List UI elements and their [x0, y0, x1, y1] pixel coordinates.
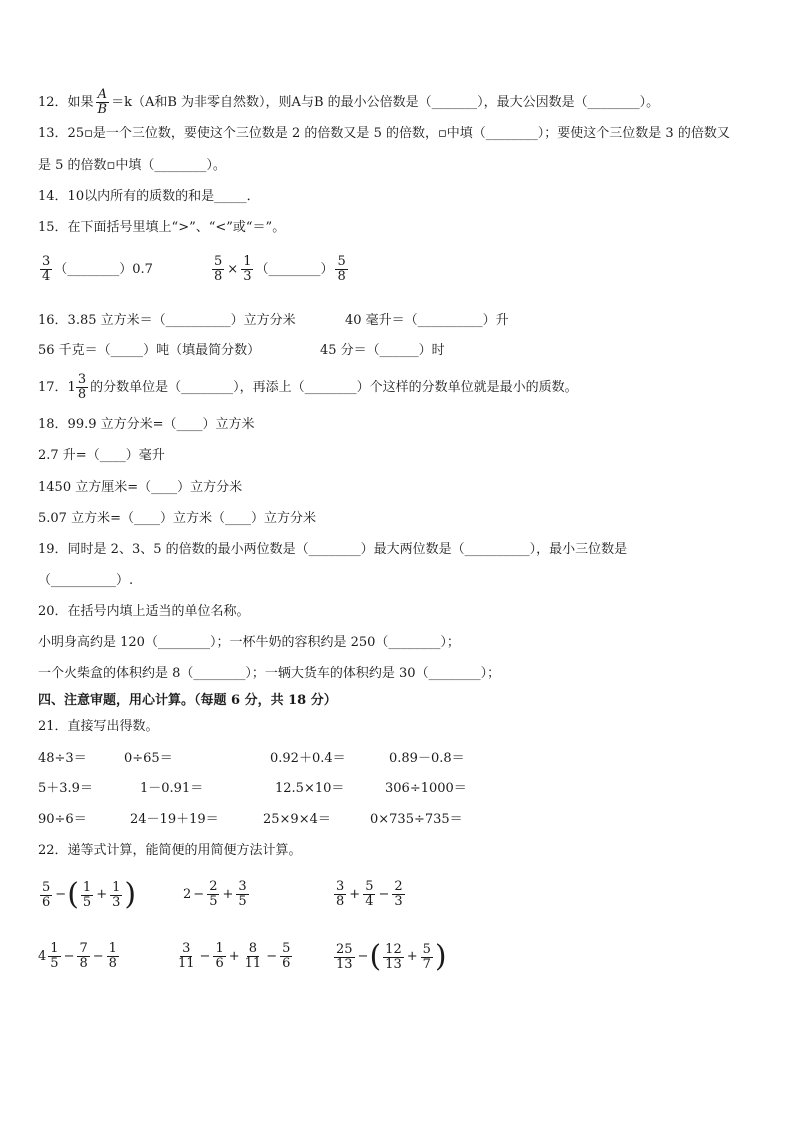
right-paren: ) [124, 877, 137, 912]
question-13-line2: 是 5 的倍数▫中填（________）。 [38, 158, 226, 173]
q18-line4: 5.07 立方米=（____）立方米（____）立方分米 [38, 511, 316, 526]
minus-sign: − [357, 949, 369, 964]
right-paren: ) [434, 939, 447, 974]
whole-number: 2 [183, 886, 192, 902]
q15-frac-b2 [241, 255, 253, 284]
q22-expr-3 [332, 880, 407, 909]
fraction: $\frac{12}{13}$ [385, 941, 402, 972]
q21-item: 0÷65＝ [124, 751, 173, 766]
question-17 [38, 373, 578, 402]
plus-sign: + [349, 886, 361, 902]
q22-expr-6 [332, 939, 447, 974]
q21-item: 48÷3＝ [38, 751, 87, 766]
q12-frac-num: A [97, 87, 108, 102]
q17-prefix: 17． [38, 380, 68, 395]
q15-a-den: 4 [42, 269, 51, 284]
fraction: $\frac{8}{11}$ [244, 941, 262, 971]
q22-expr-4 [38, 942, 121, 971]
fraction: $\frac{5}{6}$ [42, 879, 51, 910]
q15-compare-a [38, 255, 153, 284]
question-12 [38, 88, 659, 117]
q15-a-num: 3 [42, 254, 51, 269]
q16-line2-a: 56 千克＝（_____）吨（填最简分数） [38, 343, 261, 358]
question-14: 14．10以内所有的质数的和是_____． [38, 189, 260, 204]
minus-sign: − [266, 948, 278, 964]
q18-line1: 18．99.9 立方分米=（____）立方米 [38, 417, 255, 432]
q21-item: 12.5×10＝ [275, 781, 345, 796]
q21-item: 25×9×4＝ [263, 812, 331, 827]
fraction: $\frac{5}{7}$ [422, 941, 431, 972]
question-22-title: 22．递等式计算，能简便的用简便方法计算。 [38, 843, 302, 858]
q20-line2: 一个火柴盒的体积约是 8（________）；一辆大货车的体积约是 30（________）； [38, 666, 501, 681]
q15-b2-num: 1 [243, 254, 252, 269]
section-4-heading: 四、注意审题，用心计算。（每题 6 分，共 18 分） [38, 693, 337, 708]
q12-fraction [96, 88, 110, 117]
plus-sign: + [228, 948, 240, 964]
q17-frac [76, 373, 88, 402]
plus-sign: + [406, 949, 418, 964]
fraction: $\frac{2}{5}$ [209, 879, 218, 909]
fraction: $\frac{1}{8}$ [108, 941, 117, 971]
q16-line1-a: 16．3.85 立方米＝（__________）立方分米 [38, 313, 296, 328]
question-15-title: 15．在下面括号里填上“>”、“<”或“＝”。 [38, 220, 286, 235]
q20-line1: 小明身高约是 120（________）；一杯牛奶的容积约是 250（________）； [38, 635, 460, 650]
q15-frac-a [40, 255, 52, 284]
question-19-line2: （__________）. [38, 573, 134, 588]
fraction: $\frac{1}{3}$ [112, 879, 121, 910]
q12-suffix: ＝k（A和B 为非零自然数），则A与B 的最小公倍数是（_______），最大公因数是（________）。 [111, 95, 660, 110]
fraction: $\frac{5}{6}$ [282, 941, 291, 971]
q16-line1-b: 40 毫升＝（__________）升 [345, 313, 509, 328]
q22-expr-1 [38, 877, 137, 912]
minus-sign: − [193, 886, 205, 902]
question-20-title: 20．在括号内填上适当的单位名称。 [38, 604, 250, 619]
fraction: $\frac{25}{13}$ [336, 941, 353, 972]
q15-compare-b [210, 255, 350, 284]
q12-frac-den: B [97, 102, 108, 117]
question-21-title: 21．直接写出得数。 [38, 719, 159, 734]
q21-item: 0.92＋0.4＝ [270, 751, 346, 766]
fraction: $\frac{5}{4}$ [365, 879, 374, 909]
q22-expr-5 [174, 942, 294, 971]
q15-frac-b1 [212, 255, 224, 284]
q22-expr-2 [182, 880, 251, 909]
fraction: $\frac{3}{11}$ [178, 941, 195, 971]
q17-suffix: 的分数单位是（________），再添上（________）个这样的分数单位就是最小的质数。 [90, 380, 578, 395]
q21-item: 306÷1000＝ [385, 781, 467, 796]
q21-item: 0.89－0.8＝ [389, 751, 465, 766]
q17-mixed-number [68, 373, 91, 402]
q15-b1-den: 8 [214, 269, 223, 284]
q16-line2-b: 45 分＝（______）时 [320, 343, 445, 358]
plus-sign: + [96, 887, 108, 902]
minus-sign: − [92, 948, 104, 964]
q15-a-blank: （________）0.7 [54, 262, 153, 277]
question-19-line1: 19．同时是 2、3、5 的倍数的最小两位数是（________）最大两位数是（__________），最小三位数是 [38, 542, 628, 557]
fraction: $\frac{1}{6}$ [215, 941, 224, 971]
q21-item: 24－19＋19＝ [130, 812, 219, 827]
q15-times: × [227, 261, 239, 277]
minus-sign: − [199, 948, 211, 964]
q17-den: 8 [77, 387, 87, 402]
q21-item: 5＋3.9＝ [38, 781, 93, 796]
q15-b3-num: 5 [337, 254, 346, 269]
q15-frac-b3 [335, 255, 347, 284]
left-paren: ( [369, 939, 382, 974]
q18-line3: 1450 立方厘米=（____）立方分米 [38, 480, 243, 495]
fraction: $\frac{2}{3}$ [394, 879, 403, 909]
q15-b1-num: 5 [214, 254, 223, 269]
q15-b2-den: 3 [243, 269, 252, 284]
q17-whole: 1 [67, 379, 76, 395]
q21-item: 90÷6＝ [38, 812, 87, 827]
fraction: $\frac{7}{8}$ [79, 941, 88, 971]
fraction: $\frac{1}{5}$ [82, 879, 92, 910]
left-paren: ( [67, 877, 79, 912]
question-13-line1: 13．25▫是一个三位数，要使这个三位数是 2 的倍数又是 5 的倍数，▫中填（________）；要使这个三位数是 3 的倍数又 [38, 126, 730, 141]
q17-num: 3 [77, 372, 87, 387]
fraction: $\frac{3}{5}$ [238, 879, 247, 909]
q21-item: 1－0.91＝ [140, 781, 204, 796]
mixed-number: 4 $\frac{1}{5}$ [38, 941, 59, 971]
minus-sign: − [63, 948, 75, 964]
plus-sign: + [222, 886, 234, 902]
q21-item: 0×735÷735＝ [370, 812, 463, 827]
q18-line2: 2.7 升=（____）毫升 [38, 448, 165, 463]
q15-b-blank: （________） [255, 262, 334, 277]
q12-prefix: 12．如果 [38, 95, 94, 110]
fraction: $\frac{1}{5}$ [50, 941, 59, 971]
minus-sign: − [378, 886, 390, 902]
q15-b3-den: 8 [337, 269, 346, 284]
fraction: $\frac{3}{8}$ [336, 879, 345, 909]
minus-sign: − [55, 887, 67, 902]
